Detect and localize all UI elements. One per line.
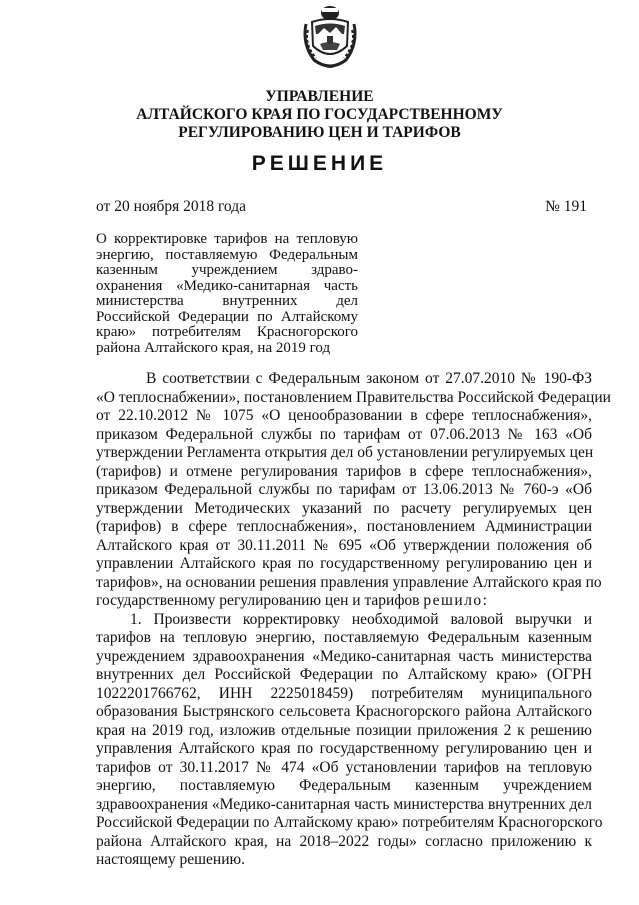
item-1-line: внутренних дел Российской Федерации по Алтайскому краю» (ОГРН: [96, 666, 592, 683]
item-1-line: управления Алтайского края по государственному регулированию цен и: [96, 740, 592, 757]
document-title: РЕШЕНИЕ: [251, 152, 388, 175]
item-1-line: края на 2019 год, изложив отдельные позиции приложения 2 к решению: [96, 721, 592, 739]
subject-line: Российской Федерации по Алтайскому: [96, 308, 358, 325]
preamble-line: (тарифов) и отмене регулирования тарифов в сфере теплоснабжения»,: [96, 462, 592, 480]
subject-line: охранения «Медико-санитарная часть: [96, 277, 358, 294]
item-1-line: образования Быстрянского сельсовета Красногорского района Алтайского: [96, 703, 592, 720]
document-date: от 20 ноября 2018 года: [96, 198, 247, 215]
subject-line: района Алтайского края, на 2019 год: [96, 339, 331, 356]
item-1-line: тарифов на тепловую энергию, поставляемую Федеральным казенным: [96, 629, 592, 646]
document-body: [96, 370, 611, 870]
subject-line: министерства внутренних дел: [96, 293, 358, 309]
altai-krai-coat-of-arms-icon: [300, 4, 360, 72]
document-number: № 191: [545, 198, 587, 215]
item-1-line: энергию, поставляемую Федеральным казенным учреждением: [96, 777, 592, 794]
subject-line: краю» потребителям Красногорского: [96, 324, 358, 340]
preamble-line: управлении Алтайского края по государственному регулированию цен и: [96, 555, 592, 572]
preamble-line: тарифов», на основании решения правления управление Алтайского края по: [96, 573, 602, 591]
org-name-line-2: АЛТАЙСКОГО КРАЯ ПО ГОСУДАРСТВЕННОМУ: [136, 106, 503, 123]
preamble-last-line: [96, 592, 592, 611]
item-1-line: района Алтайского края, на 2018–2022 годы» согласно приложению к: [96, 832, 592, 850]
item-1-line: здравоохранения «Медико-санитарная часть министерства внутренних дел: [96, 795, 592, 813]
subject-line: энергию, поставляемую Федеральным: [96, 246, 358, 263]
subject-line: казенным учреждением здраво-: [96, 262, 358, 278]
preamble-line: В соответствии с Федеральным законом от 27.07.2010 № 190-ФЗ: [146, 370, 592, 387]
item-1-line: настоящему решению.: [96, 851, 245, 868]
preamble-line: приказом Федеральной службы по тарифам от 13.06.2013 № 760-э «Об: [96, 481, 592, 498]
preamble-line: (тарифов) в сфере теплоснабжения», постановлением Администрации: [96, 518, 592, 535]
item-1-line: тарифов от 30.11.2017 № 474 «Об установлении тарифов на тепловую: [96, 758, 592, 776]
item-1-line: учреждением здравоохранения «Медико-санитарная часть министерства: [96, 647, 592, 665]
document-subject: [96, 232, 358, 356]
decided-word: решило:: [423, 592, 489, 609]
org-name-line-3: РЕГУЛИРОВАНИЮ ЦЕН И ТАРИФОВ: [178, 124, 461, 141]
item-1-line: 1022201766762, ИНН 2225018459) потребителям муниципального: [96, 684, 592, 702]
preamble-line: утверждении Методических указаний по расчету регулируемых цен: [96, 499, 592, 517]
item-1-line: 1. Произвести корректировку необходимой валовой выручки и: [130, 610, 592, 628]
preamble-line: утверждении Регламента открытия дел об установлении регулируемых цен: [96, 444, 594, 461]
preamble-line: от 22.10.2012 № 1075 «О ценообразовании в сфере теплоснабжения»,: [96, 407, 592, 424]
org-name-line-1: УПРАВЛЕНИЕ: [265, 88, 374, 105]
preamble-line: «О теплоснабжении», постановлением Правительства Российской Федерации: [96, 388, 611, 406]
preamble-last-text: государственному регулированию цен и тарифов: [96, 592, 424, 609]
item-1-line: Российской Федерации по Алтайскому краю» потребителям Красногорского: [96, 814, 603, 831]
preamble-line: приказом Федеральной службы по тарифам от 07.06.2013 № 163 «Об: [96, 425, 592, 443]
subject-line: О корректировке тарифов на тепловую: [96, 231, 358, 247]
preamble-line: Алтайского края от 30.11.2011 № 695 «Об утверждении положения об: [96, 536, 592, 554]
